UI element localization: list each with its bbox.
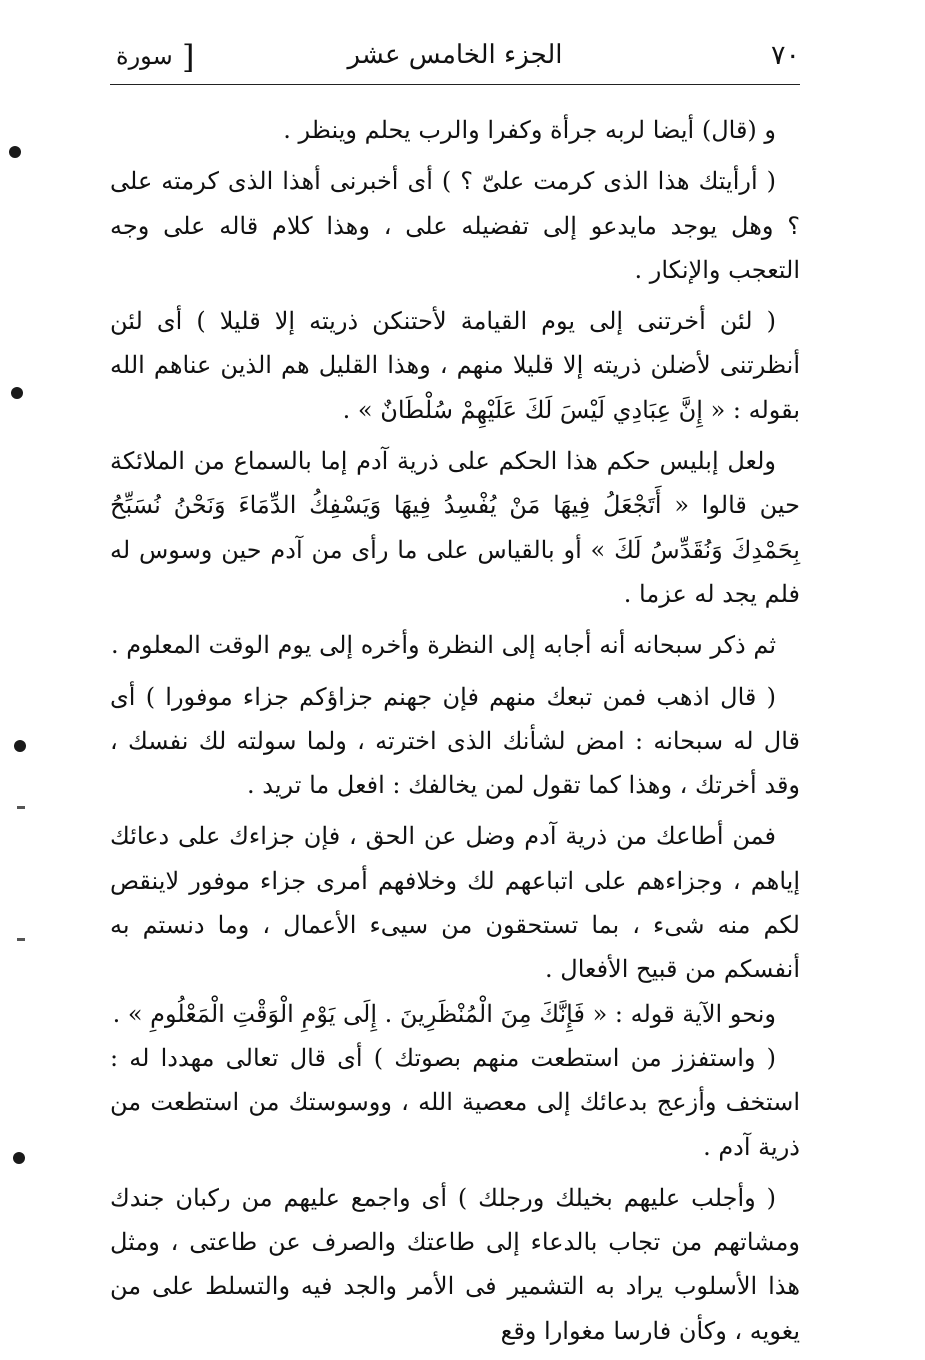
surah-label: سورة: [116, 42, 173, 70]
paragraph: ( لئن أخرتنى إلى يوم القيامة لأحتنكن ذريته إلا قليلا ) أى لئن أنظرتنى لأضلن ذريته إلا قليلا منهم ، وهذا القليل هم الذين عناهم الله بقوله : « إِنَّ عِبَادِي لَيْسَ لَكَ عَلَيْهِمْ سُلْطَانٌ » .: [110, 307, 800, 424]
running-title: الجزء الخامس عشر: [347, 40, 563, 70]
paragraph: ( أرأيتك هذا الذى كرمت علىّ ؟ ) أى أخبرنى أهذا الذى كرمته على ؟ وهل يوجد مايدعو إلى تفضيله على ، وهذا كلام قاله على وجه التعجب والإنكار .: [110, 167, 800, 284]
binding-hole-mark: [14, 740, 26, 752]
binding-hole-mark: [13, 1152, 25, 1164]
paragraph: ( قال اذهب فمن تبعك منهم فإن جهنم جزاؤكم جزاء موفورا ) أى قال له سبحانه : امض لشأنك الذى اخترته ، ولما سولته لك نفسك ، وقد أخرتك ، وهذا كما تقول لمن يخالفك : افعل ما تريد .: [110, 682, 800, 800]
binding-hole-mark: [11, 387, 23, 399]
margin-speck: [17, 938, 25, 941]
page-number: ٧٠: [770, 40, 800, 71]
page-body: [110, 108, 800, 1360]
paragraph: ثم ذكر سبحانه أنه أجابه إلى النظرة وأخره إلى يوم الوقت المعلوم .: [110, 631, 776, 660]
header-bracket: [: [182, 38, 195, 76]
margin-speck: [17, 806, 25, 809]
paragraph: فمن أطاعك من ذرية آدم وضل عن الحق ، فإن جزاءك على دعائك إياهم ، وجزاءهم على اتباعهم لك وخلافهم أمرى جزاء موفور لاينقص لكم منه شىء ، بما تستحقون من سيىء الأعمال ، وما دنستم به أنفسكم من قبيح الأفعال .: [110, 822, 801, 984]
page-header: [110, 38, 800, 84]
binding-hole-mark: [9, 146, 21, 158]
paragraph: ونحو الآية قوله : « فَإِنَّكَ مِنَ الْمُنْظَرِينَ . إِلَى يَوْمِ الْوَقْتِ الْمَعْلُومِ » .: [112, 999, 776, 1028]
paragraph: ( واستفزز من استطعت منهم بصوتك ) أى قال تعالى مهددا له : استخف وأزعج بدعائك إلى معصية الله ، ووسوستك من استطعت من ذرية آدم .: [110, 1043, 800, 1161]
header-rule: [110, 84, 800, 85]
paragraph: ( وأجلب عليهم بخيلك ورجلك ) أى واجمع عليهم من ركبان جندك ومشاتهم من تجاب بالدعاء إلى طاعتك والصرف عن طاعتى ، ومثل هذا الأسلوب يراد به التشمير فى الأمر والجد فيه والتسلط على من يغويه ، وكأن فارسا مغوارا وقع: [110, 1183, 800, 1345]
paragraph: ولعل إبليس حكم هذا الحكم على ذرية آدم إما بالسماع من الملائكة حين قالوا « أَتَجْعَلُ فِيهَا مَنْ يُفْسِدُ فِيهَا وَيَسْفِكُ الدِّمَاءَ وَنَحْنُ نُسَبِّحُ بِحَمْدِكَ وَنُقَدِّسُ لَكَ » أو بالقياس على ما رأى من آدم حين وسوس له فلم يجد له عزما .: [110, 447, 800, 608]
paragraph: و (قال) أيضا لربه جرأة وكفرا والرب يحلم وينظر .: [283, 116, 776, 144]
